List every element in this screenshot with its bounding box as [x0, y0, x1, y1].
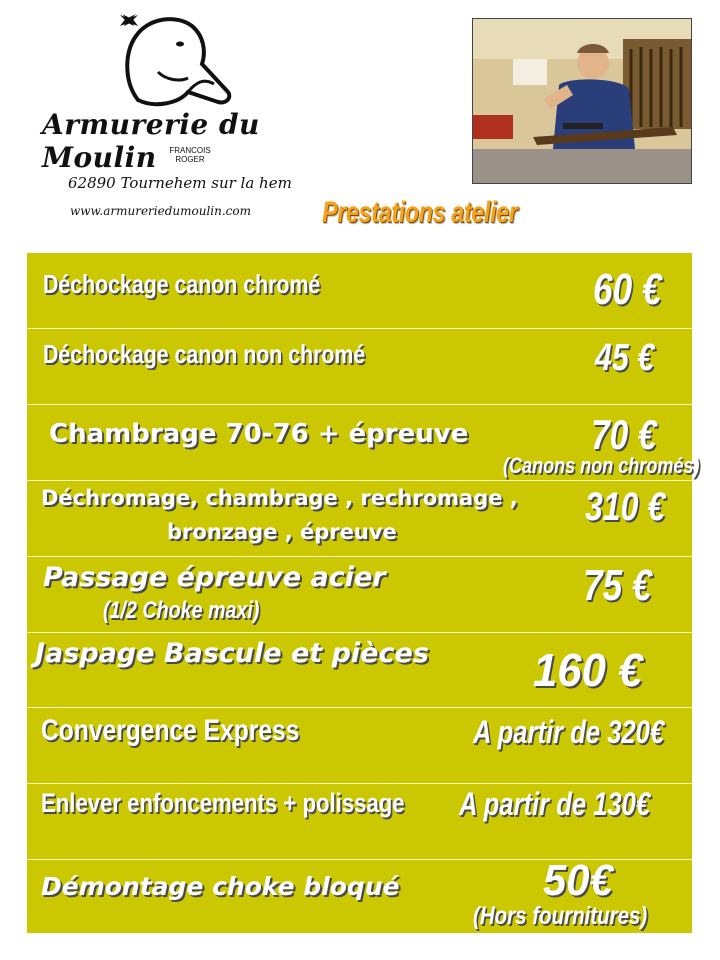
service-price: A partir de 130€: [459, 786, 651, 822]
bird-right-icon: [118, 12, 140, 28]
service-price: A partir de 320€: [473, 714, 665, 750]
service-name-continued: bronzage , épreuve: [167, 520, 397, 544]
service-name: Démontage choke bloqué: [41, 872, 400, 901]
service-name: Passage épreuve acier: [43, 562, 386, 593]
service-row: [27, 632, 692, 708]
service-name: Déchromage, chambrage , rechromage ,: [41, 486, 518, 510]
service-price: 70 €: [591, 411, 657, 458]
service-row: [27, 253, 692, 328]
service-condition: (1/2 Choke maxi): [103, 597, 260, 624]
service-row: [27, 856, 692, 934]
service-row: [27, 328, 692, 405]
price-table: [27, 253, 700, 933]
shop-logo: [30, 8, 330, 218]
brand-name: Armurerie du Moulin: [42, 108, 260, 174]
shop-website: www.armureriedumoulin.com: [70, 204, 252, 218]
service-name: Déchockage canon non chromé: [43, 339, 366, 369]
service-row: [27, 783, 692, 860]
service-name: Enlever enfoncements + polissage: [41, 788, 405, 818]
owner-first: FRANCOIS: [169, 146, 211, 155]
service-row: [27, 480, 692, 557]
service-name: Chambrage 70-76 + épreuve: [49, 419, 469, 449]
service-price: 45 €: [595, 337, 655, 379]
service-note: (Canons non chromés): [503, 453, 700, 478]
service-row: [27, 707, 692, 784]
service-price: 60 €: [593, 265, 662, 314]
service-row: [27, 404, 700, 481]
service-price: 310 €: [585, 485, 666, 529]
service-row: [27, 556, 692, 633]
service-name: Jaspage Bascule et pièces: [35, 638, 429, 669]
service-name: Déchockage canon chromé: [43, 269, 321, 299]
gunsmith-photo: [472, 18, 692, 184]
service-note: (Hors fournitures): [473, 902, 648, 930]
owners-names: [140, 146, 240, 164]
service-name: Convergence Express: [41, 714, 300, 747]
owner-second: ROGER: [175, 155, 205, 164]
page-title: Prestations atelier: [322, 196, 518, 229]
service-price: 75 €: [583, 561, 652, 610]
service-price: 50€: [543, 856, 613, 905]
shop-address: 62890 Tournehem sur la hem: [68, 174, 292, 192]
service-price: 160 €: [533, 644, 643, 696]
